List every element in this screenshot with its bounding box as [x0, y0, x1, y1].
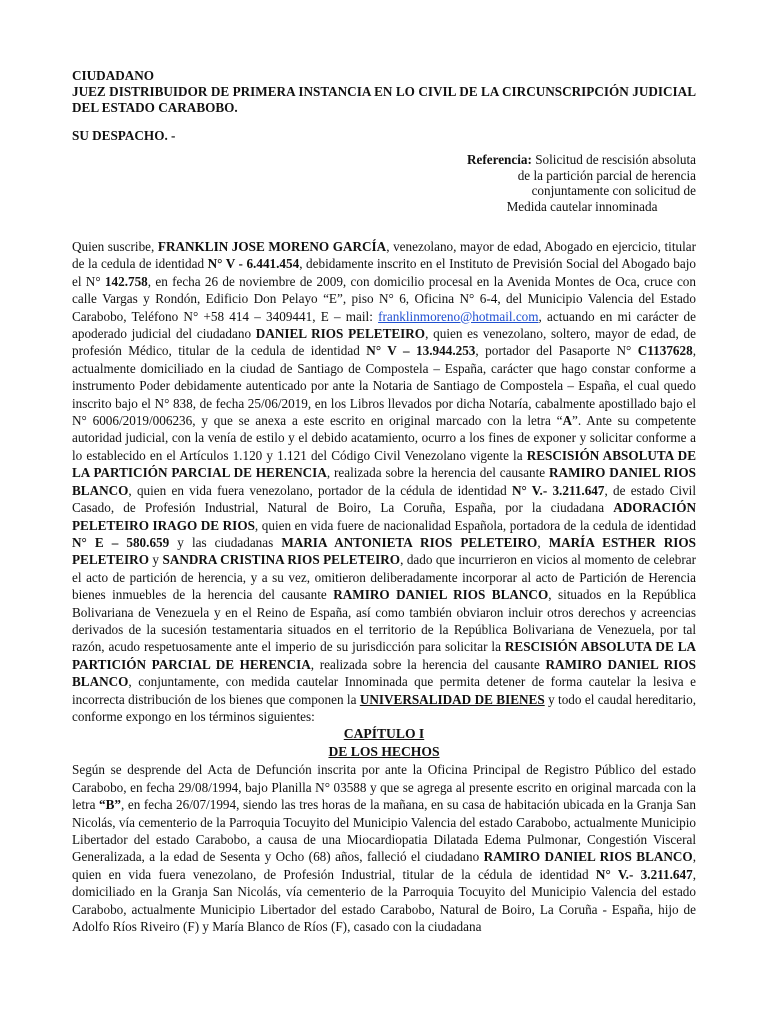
chapter-title: CAPÍTULO I — [343, 726, 425, 742]
addressee-header — [72, 68, 696, 116]
paragraph-introduction: Quien suscribe, FRANKLIN JOSE MORENO GARCÍA, venezolano, mayor de edad, Abogado en ejercicio, titular de la cedula de identidad N° V - 6.441.454, debidamente inscrito en el Instituto de Previsión Social del Abogado bajo el N° 142.758, en fecha 26 de noviembre de 2009, con domicilio procesal en la Avenida Montes de Oca, cruce con calle Vargas y Rondón, Edificio Don Pelayo “E”, piso N° 6, Oficina N° 6-4, del Municipio Valencia del Estado Carabobo, Teléfono N° +58 414 – 3409441, E – mail: franklinmoreno@hotmail.com, actuando en mi carácter de apoderado judicial del ciudadano DANIEL RIOS PELETEIRO, quien es venezolano, soltero, mayor de edad, de profesión Médico, titular de la cedula de identidad N° V – 13.944.253, portador del Pasaporte N° C1137628, actualmente domiciliado en la ciudad de Santiago de Compostela – España, carácter que hago constar conforme a instrumento Poder debidamente autenticado por ante la Notaria de Santiago de Compostela – España, el cual quedo inscrito bajo el N° 838, de fecha 25/06/2019, en los Libros llevados por dicha Notaría, cabalmente apostillado bajo el N° 6006/2019/006236, y que se anexa a este escrito en original marcado con la letra “A”. Ante su competente autoridad judicial, con la venía de estilo y el debido acatamiento, ocurro a los fines de exponer y solicitar conforme a lo establecido en el Artículos 1.120 y 1.121 del Código Civil Venezolano vigente la RESCISIÓN ABSOLUTA DE LA PARTICIÓN PARCIAL DE HERENCIA, realizada sobre la herencia del causante RAMIRO DANIEL RIOS BLANCO, quien en vida fuera venezolano, portador de la cédula de identidad N° V.- 3.211.647, de estado Civil Casado, de Profesión Industrial, Natural de Boiro, La Coruña, España, por la ciudadana ADORACIÓN PELETEIRO IRAGO DE RIOS, quien en vida fuere de nacionalidad Española, portadora de la cedula de identidad N° E – 580.659 y las ciudadanas MARIA ANTONIETA RIOS PELETEIRO, MARÍA ESTHER RIOS PELETEIRO y SANDRA CRISTINA RIOS PELETEIRO, dado que incurrieron en vicios al momento de celebrar el acto de partición de herencia, y a su vez, omitieron deliberadamente incorporar al acto de Partición de Herencia bienes inmuebles de la herencia del causante RAMIRO DANIEL RIOS BLANCO, situados en la República Bolivariana de Venezuela y en el Reino de España, así como también obviaron incluir otros derechos y acreencias derivados de la sucesión testamentaria situados en el territorio de la República Bolivariana de Venezuela, por tal razón, acudo respetuosamente ante el imperio de su jurisdicción para solicitar la RESCISIÓN ABSOLUTA DE LA PARTICIÓN PARCIAL DE HERENCIA, realizada sobre la herencia del causante RAMIRO DANIEL RIOS BLANCO, conjuntamente, con medida cautelar Innominada que permita detener de forma cautelar la lesiva e incorrecta distribución de los bienes que componen la UNIVERSALIDAD DE BIENES y todo el caudal hereditario, conforme expongo en los términos siguientes: — [72, 239, 697, 724]
reference-label: Referencia: — [466, 152, 532, 167]
chapter-subtitle: DE LOS HECHOS — [328, 744, 440, 760]
reference-line-1: Solicitud de rescisión absoluta — [535, 152, 696, 167]
reference-line-3: conjuntamente con solicitud de — [531, 183, 696, 198]
header-line-juez: JUEZ DISTRIBUIDOR DE PRIMERA INSTANCIA EN LO CIVIL DE LA CIRCUNSCRIPCIÓN JUDICIAL DEL ESTADO CARABOBO. — [72, 84, 696, 115]
reference-block — [428, 152, 696, 214]
reference-line-4: Medida cautelar innominada — [506, 198, 658, 214]
reference-line-2: de la partición parcial de herencia — [517, 167, 696, 183]
su-despacho-line: SU DESPACHO. - — [72, 128, 176, 143]
header-line-ciudadano: CIUDADANO — [72, 68, 155, 83]
document-body — [72, 238, 696, 935]
paragraph-facts: Según se desprende del Acta de Defunción inscrita por ante la Oficina Principal de Registro Público del estado Carabobo, en fecha 29/08/1994, bajo Planilla N° 03588 y que se agrega al presente escrito en original marcada con la letra “B”, en fecha 26/07/1994, siendo las tres horas de la mañana, en su casa de habitación ubicada en la Granja San Nicolás, vía cementerio de la Parroquia Tocuyito del Municipio Valencia del estado Carabobo, actualmente Municipio Libertador del estado Carabobo, a causa de una Miocardiopatia Dilatada Edema Pulmonar, Congestión Visceral Generalizada, a la edad de Sesenta y Ocho (68) años, falleció el ciudadano RAMIRO DANIEL RIOS BLANCO, quien en vida fuera venezolano, de Profesión Industrial, titular de la cédula de identidad N° V.- 3.211.647, domiciliado en la Granja San Nicolás, vía cementerio de la Parroquia Tocuyito del Municipio Valencia del estado Carabobo, actualmente Municipio Libertador del estado Carabobo, Natural de Boiro, La Coruña - España, hijo de Adolfo Ríos Riveiro (F) y María Blanco de Ríos (F), casado con la ciudadana — [72, 762, 696, 935]
email-link[interactable]: franklinmoreno@hotmail.com — [378, 308, 539, 324]
